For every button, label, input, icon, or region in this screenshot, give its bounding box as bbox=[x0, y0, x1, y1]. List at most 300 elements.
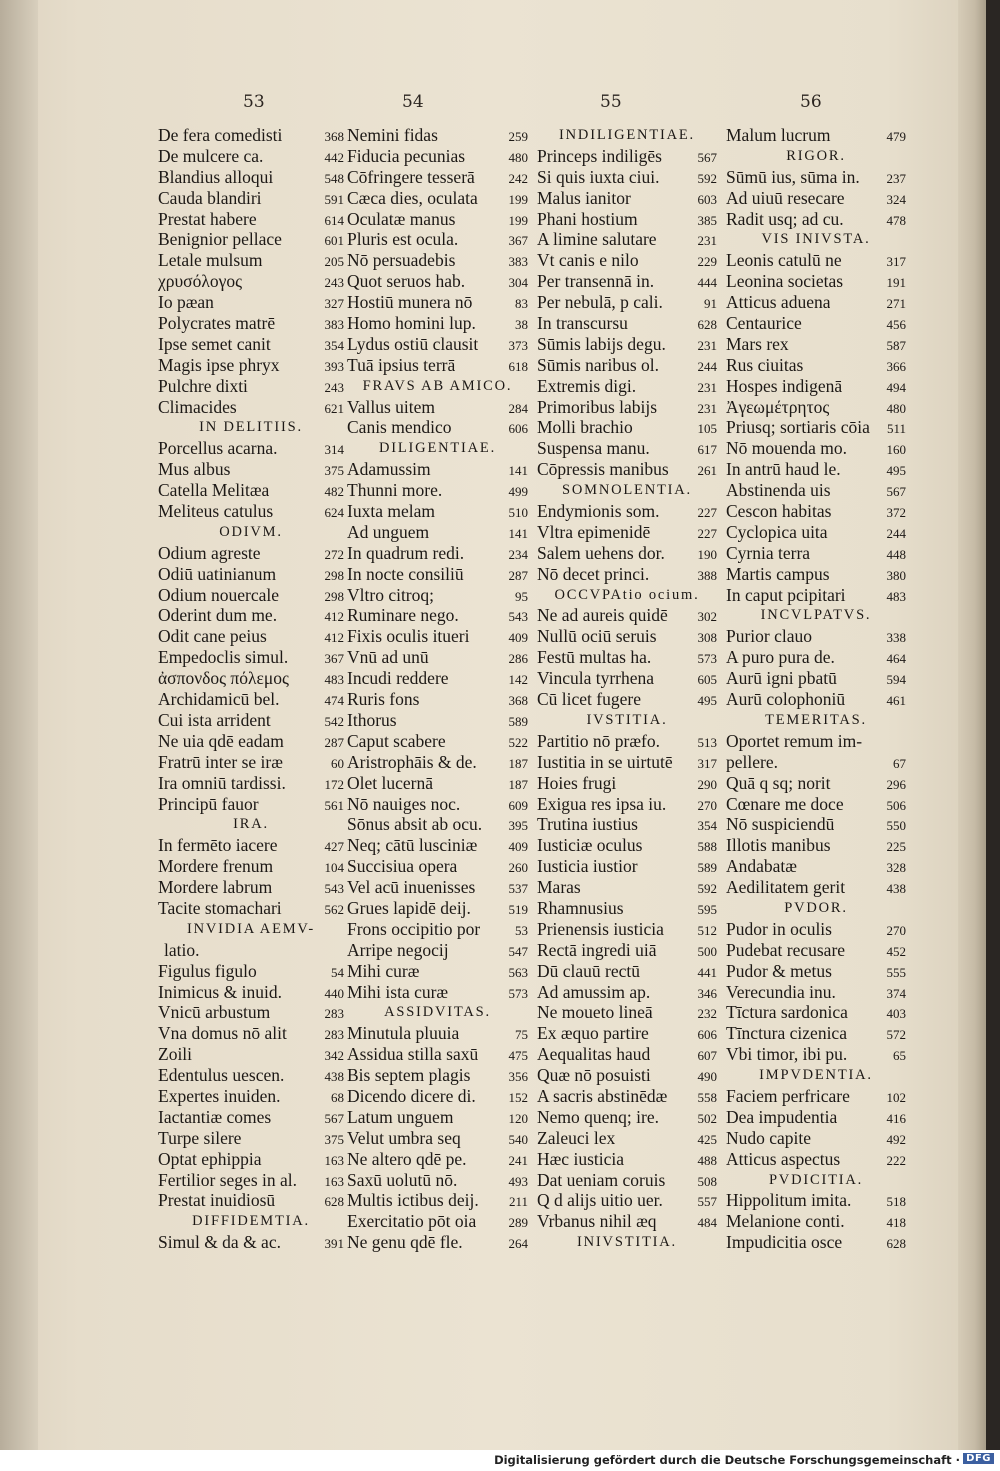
index-entry bbox=[347, 417, 528, 438]
entry-page-number: 512 bbox=[697, 922, 717, 938]
index-entry bbox=[537, 417, 717, 438]
index-entry bbox=[726, 1086, 906, 1107]
index-entry bbox=[726, 877, 906, 898]
entry-text: Climacides bbox=[158, 396, 237, 417]
entry-text: De fera comedisti bbox=[158, 125, 283, 145]
index-entry bbox=[726, 250, 906, 271]
index-entry bbox=[537, 731, 717, 752]
entry-page-number: 621 bbox=[324, 400, 344, 416]
entry-page-number: 375 bbox=[324, 1131, 344, 1147]
index-entry bbox=[347, 668, 528, 689]
entry-page-number: 260 bbox=[508, 860, 528, 876]
entry-text: A limine salutare bbox=[537, 229, 657, 250]
entry-text: Fiducia pecunias bbox=[347, 145, 466, 166]
index-entry bbox=[347, 167, 528, 188]
entry-text: Saxū uolutū nō. bbox=[347, 1169, 458, 1190]
section-heading: IMPVDENTIA. bbox=[759, 1067, 873, 1084]
entry-page-number: 448 bbox=[886, 546, 906, 562]
entry-text: pellere. bbox=[726, 751, 778, 772]
entry-text: Pudor in oculis bbox=[726, 918, 832, 939]
entry-text: Sūmis naribus ol. bbox=[537, 354, 660, 375]
index-entry bbox=[726, 480, 906, 501]
index-entry bbox=[726, 209, 906, 230]
index-entry bbox=[726, 961, 906, 982]
index-entry bbox=[158, 438, 344, 459]
entry-page-number: 259 bbox=[508, 129, 528, 144]
entry-text: In caput pcipitari bbox=[726, 584, 846, 605]
index-entry bbox=[726, 1149, 906, 1170]
section-heading: RIGOR. bbox=[786, 147, 846, 164]
index-entry bbox=[726, 188, 906, 209]
entry-text: Endymionis som. bbox=[537, 501, 660, 522]
entry-text: Centaurice bbox=[726, 313, 802, 334]
entry-page-number: 290 bbox=[697, 776, 717, 792]
entry-text: Odium nouercale bbox=[158, 584, 279, 605]
entry-page-number: 391 bbox=[324, 1236, 344, 1252]
index-entry bbox=[347, 814, 528, 835]
index-entry bbox=[537, 919, 717, 940]
entry-page-number: 225 bbox=[886, 839, 906, 855]
entry-page-number: 375 bbox=[324, 463, 344, 479]
entry-text: Partitio nō præfo. bbox=[537, 730, 660, 751]
entry-page-number: 456 bbox=[886, 317, 906, 333]
index-entry bbox=[537, 647, 717, 668]
entry-text: Vna domus nō alit bbox=[158, 1023, 287, 1044]
heading-continuation: latio. bbox=[164, 939, 200, 960]
entry-page-number: 308 bbox=[697, 630, 717, 646]
entry-page-number: 518 bbox=[886, 1194, 906, 1210]
entry-text: Mars rex bbox=[726, 333, 789, 354]
index-entry bbox=[347, 773, 528, 794]
entry-text: Prestat habere bbox=[158, 208, 257, 229]
entry-text: Exigua res ipsa iu. bbox=[537, 793, 667, 814]
index-entry bbox=[347, 1023, 528, 1044]
entry-text: Optat ephippia bbox=[158, 1148, 262, 1169]
entry-page-number: 412 bbox=[324, 630, 344, 646]
entry-text: Ruminare nego. bbox=[347, 605, 459, 626]
entry-page-number: 483 bbox=[886, 588, 906, 604]
entry-page-number: 562 bbox=[324, 901, 344, 917]
entry-text: Pulchre dixti bbox=[158, 375, 248, 396]
entry-page-number: 558 bbox=[697, 1089, 717, 1105]
entry-text: Malum lucrum bbox=[726, 125, 831, 145]
entry-text: Io pæan bbox=[158, 292, 214, 313]
entry-text: Ira omniū tardissi. bbox=[158, 772, 286, 793]
index-entry bbox=[158, 229, 344, 250]
index-entry bbox=[347, 835, 528, 856]
section-heading: INIVSTITIA. bbox=[577, 1234, 677, 1251]
entry-page-number: 587 bbox=[886, 337, 906, 353]
entry-page-number: 548 bbox=[324, 170, 344, 186]
index-entry bbox=[537, 773, 717, 794]
entry-text: Q d alijs uitio uer. bbox=[537, 1190, 663, 1211]
entry-page-number: 272 bbox=[324, 546, 344, 562]
entry-page-number: 480 bbox=[886, 400, 906, 416]
index-entry bbox=[726, 1023, 906, 1044]
entry-text: Fratrū inter se iræ bbox=[158, 751, 283, 772]
entry-text: Mordere frenum bbox=[158, 856, 274, 877]
entry-page-number: 95 bbox=[515, 588, 528, 604]
entry-page-number: 519 bbox=[508, 901, 528, 917]
entry-page-number: 572 bbox=[886, 1027, 906, 1043]
index-entry bbox=[537, 1023, 717, 1044]
index-entry bbox=[158, 1149, 344, 1170]
entry-text: Magis ipse phryx bbox=[158, 354, 280, 375]
index-entry bbox=[347, 1190, 528, 1211]
index-entry bbox=[537, 376, 717, 397]
entry-page-number: 243 bbox=[324, 379, 344, 395]
entry-text: Quā q sq; norit bbox=[726, 772, 831, 793]
index-entry bbox=[347, 919, 528, 940]
entry-page-number: 231 bbox=[697, 337, 717, 353]
index-entry bbox=[347, 209, 528, 230]
index-entry bbox=[726, 1002, 906, 1023]
index-entry bbox=[726, 1190, 906, 1211]
entry-page-number: 160 bbox=[886, 442, 906, 458]
dfg-logo: DFG bbox=[963, 1453, 994, 1464]
entry-text: Nullū ociū seruis bbox=[537, 626, 657, 647]
entry-text: Ex æquo partire bbox=[537, 1023, 649, 1044]
entry-page-number: 289 bbox=[508, 1215, 528, 1231]
entry-page-number: 264 bbox=[508, 1236, 528, 1252]
index-entry bbox=[537, 543, 717, 564]
entry-text: Illotis manibus bbox=[726, 835, 831, 856]
index-entry bbox=[158, 1065, 344, 1086]
entry-text: Pudebat recusare bbox=[726, 939, 846, 960]
index-entry bbox=[347, 522, 528, 543]
entry-page-number: 342 bbox=[324, 1048, 344, 1064]
entry-page-number: 187 bbox=[508, 776, 528, 792]
entry-page-number: 537 bbox=[508, 881, 528, 897]
entry-text: Priusq; sortiaris cōia bbox=[726, 417, 870, 438]
entry-page-number: 409 bbox=[508, 839, 528, 855]
entry-page-number: 438 bbox=[324, 1069, 344, 1085]
entry-page-number: 605 bbox=[697, 672, 717, 688]
entry-text: Iusticia iustior bbox=[537, 856, 638, 877]
index-entry bbox=[347, 856, 528, 877]
index-entry bbox=[726, 167, 906, 188]
index-entry bbox=[158, 1086, 344, 1107]
entry-page-number: 222 bbox=[886, 1152, 906, 1168]
entry-page-number: 187 bbox=[508, 755, 528, 771]
entry-text: Nudo capite bbox=[726, 1127, 812, 1148]
index-entry bbox=[537, 1086, 717, 1107]
index-entry bbox=[347, 1065, 528, 1086]
index-entry bbox=[726, 334, 906, 355]
index-entry bbox=[158, 1128, 344, 1149]
section-heading: ASSIDVITAS. bbox=[384, 1004, 491, 1021]
section-heading: DIFFIDEMTIA. bbox=[192, 1213, 310, 1230]
entry-page-number: 385 bbox=[697, 212, 717, 228]
entry-page-number: 510 bbox=[508, 505, 528, 521]
index-entry bbox=[726, 940, 906, 961]
page-number-1: 53 bbox=[243, 92, 265, 112]
entry-page-number: 366 bbox=[886, 358, 906, 374]
entry-page-number: 550 bbox=[886, 818, 906, 834]
entry-page-number: 354 bbox=[697, 818, 717, 834]
index-entry bbox=[347, 605, 528, 626]
entry-page-number: 338 bbox=[886, 630, 906, 646]
entry-text: Rectā ingredi uiā bbox=[537, 939, 657, 960]
index-entry bbox=[158, 647, 344, 668]
entry-text: Odium agreste bbox=[158, 542, 261, 563]
entry-page-number: 543 bbox=[324, 881, 344, 897]
entry-page-number: 287 bbox=[508, 567, 528, 583]
entry-text: Hæc iusticia bbox=[537, 1148, 624, 1169]
entry-text: Vel acū inuenisses bbox=[347, 877, 476, 898]
index-entry bbox=[158, 1190, 344, 1211]
entry-page-number: 317 bbox=[697, 755, 717, 771]
entry-page-number: 261 bbox=[697, 463, 717, 479]
entry-page-number: 296 bbox=[886, 776, 906, 792]
entry-text: Simul & da & ac. bbox=[158, 1232, 281, 1253]
entry-page-number: 511 bbox=[886, 421, 906, 437]
entry-text: Tuā ipsius terrā bbox=[347, 354, 456, 375]
entry-text: Canis mendico bbox=[347, 417, 452, 438]
entry-text: Martis campus bbox=[726, 563, 830, 584]
entry-text: Cui ista arrident bbox=[158, 709, 271, 730]
index-entry bbox=[537, 250, 717, 271]
entry-text: Iustitia in se uirtutē bbox=[537, 751, 673, 772]
entry-page-number: 232 bbox=[697, 1006, 717, 1022]
entry-page-number: 243 bbox=[324, 275, 344, 291]
entry-page-number: 317 bbox=[886, 254, 906, 270]
entry-page-number: 367 bbox=[324, 651, 344, 667]
index-entry bbox=[726, 731, 906, 752]
entry-page-number: 502 bbox=[697, 1110, 717, 1126]
entry-page-number: 270 bbox=[697, 797, 717, 813]
entry-text: De mulcere ca. bbox=[158, 145, 264, 166]
entry-text: Ne altero qdē pe. bbox=[347, 1148, 467, 1169]
index-entry bbox=[726, 1232, 906, 1253]
section-heading: INVIDIA AEMV- bbox=[187, 920, 315, 937]
index-entry bbox=[537, 355, 717, 376]
entry-page-number: 540 bbox=[508, 1131, 528, 1147]
index-entry bbox=[158, 835, 344, 856]
entry-text: Nō persuadebis bbox=[347, 250, 456, 271]
section-heading: ODIVM. bbox=[219, 523, 283, 540]
entry-page-number: 383 bbox=[324, 317, 344, 333]
entry-text: Dat ueniam coruis bbox=[537, 1169, 666, 1190]
index-entry bbox=[158, 626, 344, 647]
entry-text: Sūmis labijs degu. bbox=[537, 333, 666, 354]
entry-text: Cescon habitas bbox=[726, 501, 832, 522]
entry-text: Empedoclis simul. bbox=[158, 647, 289, 668]
entry-page-number: 231 bbox=[697, 400, 717, 416]
index-entry bbox=[158, 188, 344, 209]
entry-page-number: 38 bbox=[515, 317, 528, 333]
entry-page-number: 283 bbox=[324, 1027, 344, 1043]
entry-text: Vnicū arbustum bbox=[158, 1002, 271, 1023]
section-heading: OCCVPAtio ocium. bbox=[554, 586, 700, 603]
entry-text: χρυσόλογος bbox=[158, 271, 242, 292]
entry-page-number: 373 bbox=[508, 337, 528, 353]
index-entry bbox=[347, 731, 528, 752]
entry-text: In nocte consiliū bbox=[347, 563, 464, 584]
entry-text: Caput scabere bbox=[347, 730, 446, 751]
entry-page-number: 488 bbox=[697, 1152, 717, 1168]
index-entry bbox=[726, 647, 906, 668]
entry-text: Impudicitia osce bbox=[726, 1232, 843, 1253]
index-entry bbox=[347, 1170, 528, 1191]
entry-page-number: 270 bbox=[886, 922, 906, 938]
entry-text: Vnū ad unū bbox=[347, 647, 429, 668]
entry-page-number: 484 bbox=[697, 1215, 717, 1231]
entry-page-number: 65 bbox=[893, 1048, 906, 1064]
entry-page-number: 237 bbox=[886, 170, 906, 186]
index-entry bbox=[158, 271, 344, 292]
entry-text: Salem uehens dor. bbox=[537, 542, 665, 563]
entry-text: Oderint dum me. bbox=[158, 605, 278, 626]
entry-page-number: 495 bbox=[697, 693, 717, 709]
entry-text: Suspensa manu. bbox=[537, 438, 650, 459]
entry-page-number: 284 bbox=[508, 400, 528, 416]
index-entry bbox=[726, 1211, 906, 1232]
entry-text: Cæca dies, oculata bbox=[347, 187, 478, 208]
section-heading: FRAVS AB AMICO. bbox=[362, 377, 513, 394]
index-entry bbox=[726, 752, 906, 773]
index-entry bbox=[726, 835, 906, 856]
entry-text: Fixis oculis itueri bbox=[347, 626, 470, 647]
index-entry bbox=[537, 856, 717, 877]
entry-text: Cœnare me doce bbox=[726, 793, 844, 814]
index-entry bbox=[726, 814, 906, 835]
entry-text: Princeps indiligēs bbox=[537, 145, 662, 166]
entry-page-number: 441 bbox=[697, 964, 717, 980]
index-entry bbox=[158, 794, 344, 815]
index-entry bbox=[537, 271, 717, 292]
entry-text: Aedilitatem gerit bbox=[726, 877, 846, 898]
entry-page-number: 592 bbox=[697, 170, 717, 186]
entry-page-number: 324 bbox=[886, 191, 906, 207]
entry-page-number: 141 bbox=[508, 525, 528, 541]
entry-text: Cōpressis manibus bbox=[537, 459, 669, 480]
entry-page-number: 302 bbox=[697, 609, 717, 625]
index-entry bbox=[158, 773, 344, 794]
footer-bar bbox=[0, 1450, 1000, 1471]
entry-text: Lydus ostiū clausit bbox=[347, 333, 479, 354]
index-entry bbox=[726, 1107, 906, 1128]
entry-page-number: 609 bbox=[508, 797, 528, 813]
index-entry bbox=[158, 668, 344, 689]
entry-text: Odiū uatinianum bbox=[158, 563, 277, 584]
index-entry bbox=[347, 982, 528, 1003]
entry-page-number: 205 bbox=[324, 254, 344, 270]
index-entry bbox=[347, 585, 528, 606]
entry-text: Letale mulsum bbox=[158, 250, 263, 271]
index-entry bbox=[158, 397, 344, 418]
entry-text: Zaleuci lex bbox=[537, 1127, 616, 1148]
entry-text: Archidamicū bel. bbox=[158, 689, 280, 710]
entry-text: Vincula tyrrhena bbox=[537, 668, 655, 689]
index-entry bbox=[537, 668, 717, 689]
entry-text: In antrū haud le. bbox=[726, 459, 841, 480]
index-entry bbox=[347, 459, 528, 480]
entry-text: Velut umbra seq bbox=[347, 1127, 461, 1148]
index-entry bbox=[158, 982, 344, 1003]
index-column-4 bbox=[726, 125, 906, 1253]
index-entry bbox=[537, 626, 717, 647]
entry-text: Latum unguem bbox=[347, 1106, 454, 1127]
entry-text: Hippolitum imita. bbox=[726, 1190, 852, 1211]
entry-page-number: 102 bbox=[886, 1089, 906, 1105]
entry-text: Nō decet princi. bbox=[537, 563, 650, 584]
index-entry bbox=[347, 940, 528, 961]
index-entry bbox=[347, 1211, 528, 1232]
entry-text: Expertes inuiden. bbox=[158, 1085, 281, 1106]
entry-text: Tacite stomachari bbox=[158, 897, 282, 918]
index-entry bbox=[158, 731, 344, 752]
entry-text: Principū fauor bbox=[158, 793, 259, 814]
entry-page-number: 395 bbox=[508, 818, 528, 834]
entry-text: Faciem perfricare bbox=[726, 1085, 850, 1106]
entry-text: Frons occipitio por bbox=[347, 918, 481, 939]
entry-text: In fermēto iacere bbox=[158, 835, 278, 856]
entry-text: Iusticiæ oculus bbox=[537, 835, 643, 856]
index-entry bbox=[347, 564, 528, 585]
entry-page-number: 234 bbox=[508, 546, 528, 562]
entry-text: Cauda blandiri bbox=[158, 187, 262, 208]
index-entry bbox=[537, 397, 717, 418]
entry-text: Vt canis e nilo bbox=[537, 250, 639, 271]
entry-text: Oportet remum im- bbox=[726, 730, 863, 751]
entry-text: Iactantiæ comes bbox=[158, 1106, 272, 1127]
entry-text: Exercitatio pōt oia bbox=[347, 1211, 477, 1232]
entry-page-number: 506 bbox=[886, 797, 906, 813]
index-entry bbox=[158, 1023, 344, 1044]
entry-text: Turpe silere bbox=[158, 1127, 242, 1148]
entry-page-number: 227 bbox=[697, 525, 717, 541]
entry-text: Cyclopica uita bbox=[726, 521, 828, 542]
index-entry bbox=[347, 898, 528, 919]
entry-page-number: 591 bbox=[324, 191, 344, 207]
entry-text: Oculatæ manus bbox=[347, 208, 456, 229]
index-entry bbox=[158, 501, 344, 522]
index-entry bbox=[537, 564, 717, 585]
entry-page-number: 601 bbox=[324, 233, 344, 249]
entry-text: Fertilior seges in al. bbox=[158, 1169, 298, 1190]
entry-page-number: 104 bbox=[324, 860, 344, 876]
entry-text: Mihi ista curæ bbox=[347, 981, 449, 1002]
index-entry bbox=[537, 1128, 717, 1149]
index-entry bbox=[158, 898, 344, 919]
entry-page-number: 241 bbox=[508, 1152, 528, 1168]
entry-text: ἀσπονδος πόλεμος bbox=[158, 668, 289, 689]
entry-text: Nō nauiges noc. bbox=[347, 793, 461, 814]
index-entry bbox=[347, 292, 528, 313]
index-entry bbox=[537, 1107, 717, 1128]
entry-page-number: 328 bbox=[886, 860, 906, 876]
entry-text: Olet lucernā bbox=[347, 772, 433, 793]
entry-text: Nemo quenq; ire. bbox=[537, 1106, 659, 1127]
entry-page-number: 522 bbox=[508, 734, 528, 750]
entry-page-number: 191 bbox=[886, 275, 906, 291]
entry-page-number: 190 bbox=[697, 546, 717, 562]
entry-page-number: 444 bbox=[697, 275, 717, 291]
index-entry bbox=[347, 146, 528, 167]
entry-text: Cū licet fugere bbox=[537, 689, 641, 710]
index-entry bbox=[347, 229, 528, 250]
entry-text: Andabatæ bbox=[726, 856, 797, 877]
index-entry bbox=[347, 334, 528, 355]
index-entry bbox=[726, 459, 906, 480]
index-entry bbox=[158, 543, 344, 564]
entry-text: A puro pura de. bbox=[726, 647, 835, 668]
entry-page-number: 594 bbox=[886, 672, 906, 688]
entry-text: Ad unguem bbox=[347, 521, 430, 542]
index-entry bbox=[726, 522, 906, 543]
index-entry bbox=[158, 856, 344, 877]
